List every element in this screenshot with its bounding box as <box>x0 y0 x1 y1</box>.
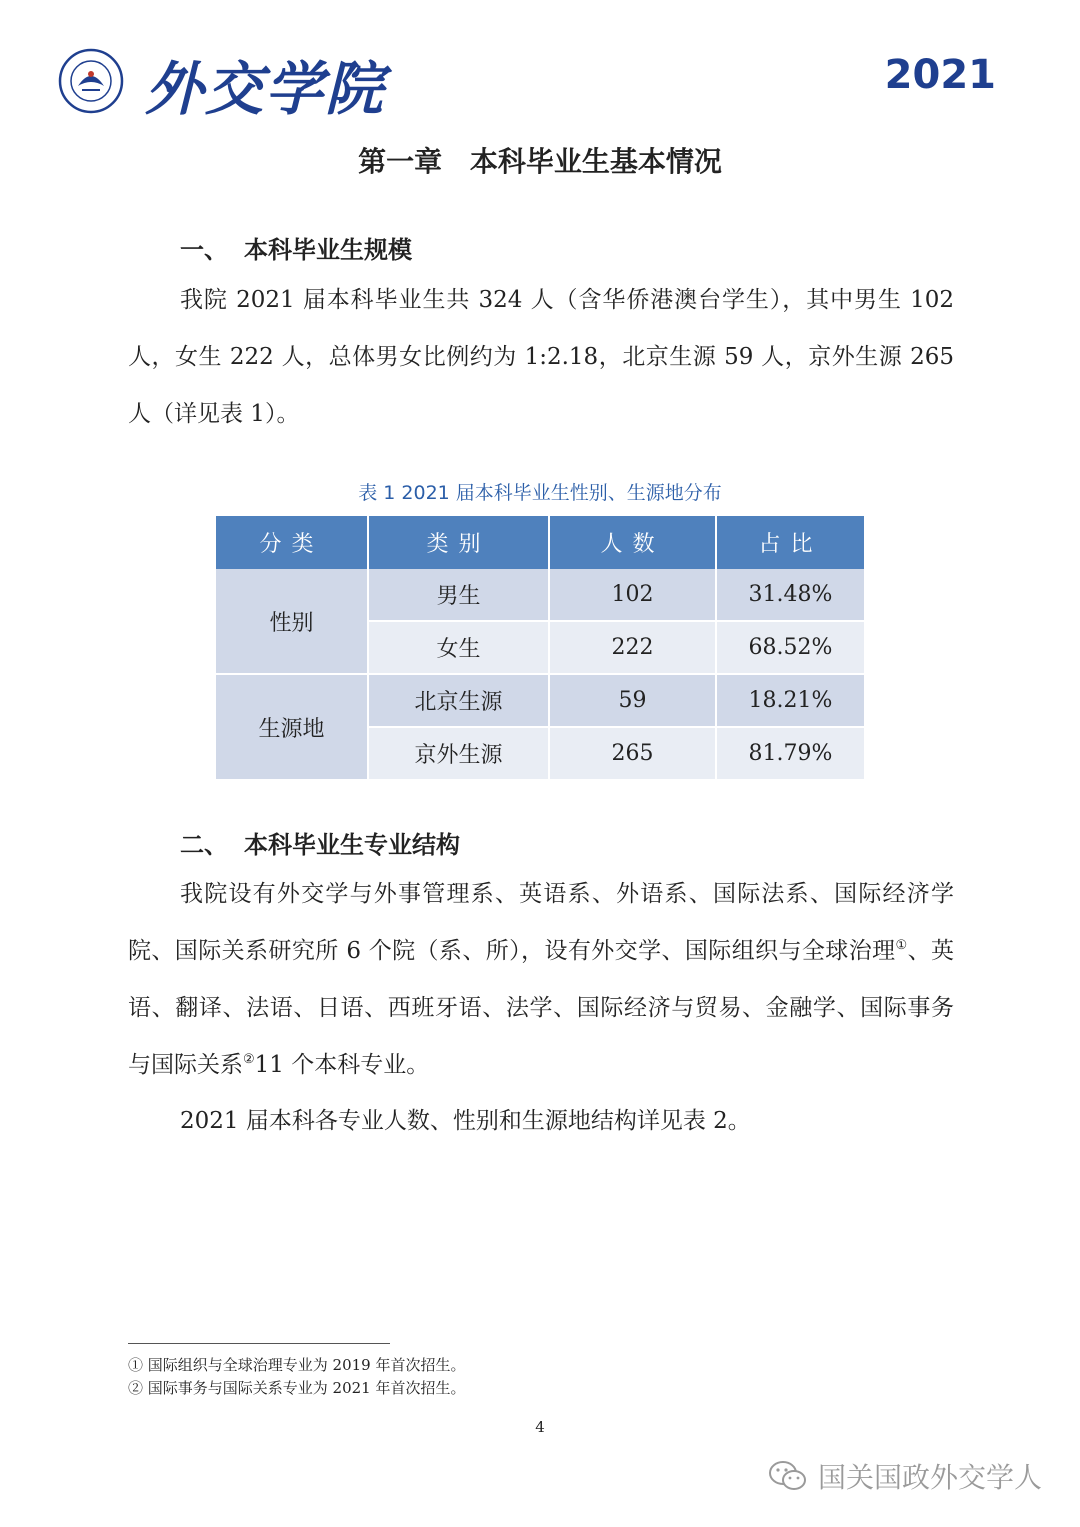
table-caption: 表 1 2021 届本科毕业生性别、生源地分布 <box>358 482 722 504</box>
section-1-heading <box>180 230 412 265</box>
footnote-mark-1: ① <box>895 938 908 953</box>
cell-count: 265 <box>549 727 716 780</box>
footnote-2: ② 国际事务与国际关系专业为 2021 年首次招生。 <box>128 1379 466 1397</box>
table-header-row <box>216 516 864 569</box>
university-seal-logo <box>58 48 124 114</box>
section-1-paragraph: 我院 2021 届本科毕业生共 324 人（含华侨港澳台学生），其中男生 102 人，女生 222 人，总体男女比例约为 1:2.18，北京生源 59 人，京外生源 265 人（详见表 1）。 <box>128 287 954 427</box>
section-2-text-c: 11 个本科专业。 <box>254 1052 430 1078</box>
watermark-text: 国关国政外交学人 <box>817 1461 1042 1494</box>
section-2-title: 本科毕业生专业结构 <box>244 831 460 859</box>
cell-count: 222 <box>549 621 716 674</box>
header-classification: 分类 <box>216 516 368 569</box>
footnote-mark-2: ② <box>243 1052 255 1067</box>
section-2-text-a: 我院设有外交学与外事管理系、英语系、外语系、国际法系、国际经济学院、国际关系研究所 6 个院（系、所），设有外交学、国际组织与全球治理 <box>128 881 954 964</box>
section-2-paragraph-2: 2021 届本科各专业人数、性别和生源地结构详见表 2。 <box>180 1108 751 1134</box>
section-2-heading <box>180 825 460 860</box>
section-2-number: 二、 <box>180 831 228 859</box>
wechat-icon <box>768 1459 808 1493</box>
footnote-divider <box>128 1343 390 1344</box>
group-label-origin: 生源地 <box>216 674 368 780</box>
cell-ratio: 81.79% <box>716 727 864 780</box>
table-row <box>216 674 864 727</box>
header-count: 人数 <box>549 516 716 569</box>
table-row <box>216 569 864 621</box>
section-1-title: 本科毕业生规模 <box>244 236 412 264</box>
section-2-paragraph <box>128 866 954 1094</box>
cell-ratio: 68.52% <box>716 621 864 674</box>
section-2-text-b: 、英语、翻译、法语、日语、西班牙语、法学、国际经济与贸易、金融学、国际事务与国际关系 <box>128 938 954 1078</box>
footnote-1: ① 国际组织与全球治理专业为 2019 年首次招生。 <box>128 1356 466 1374</box>
cell-category: 男生 <box>368 569 549 621</box>
distribution-table <box>216 516 864 781</box>
cell-category: 京外生源 <box>368 727 549 780</box>
cell-category: 女生 <box>368 621 549 674</box>
header-ratio: 占比 <box>716 516 864 569</box>
chapter-title: 第一章 本科毕业生基本情况 <box>358 145 722 178</box>
report-year: 2021 <box>884 52 996 98</box>
cell-ratio: 31.48% <box>716 569 864 621</box>
section-1-number: 一、 <box>180 236 228 264</box>
cell-count: 59 <box>549 674 716 727</box>
watermark <box>768 1456 1042 1496</box>
page-number: 4 <box>535 1418 545 1436</box>
cell-count: 102 <box>549 569 716 621</box>
cell-ratio: 18.21% <box>716 674 864 727</box>
university-logo-text: 外交学院 <box>145 55 386 123</box>
cell-category: 北京生源 <box>368 674 549 727</box>
group-label-gender: 性别 <box>216 569 368 674</box>
header-category: 类别 <box>368 516 549 569</box>
